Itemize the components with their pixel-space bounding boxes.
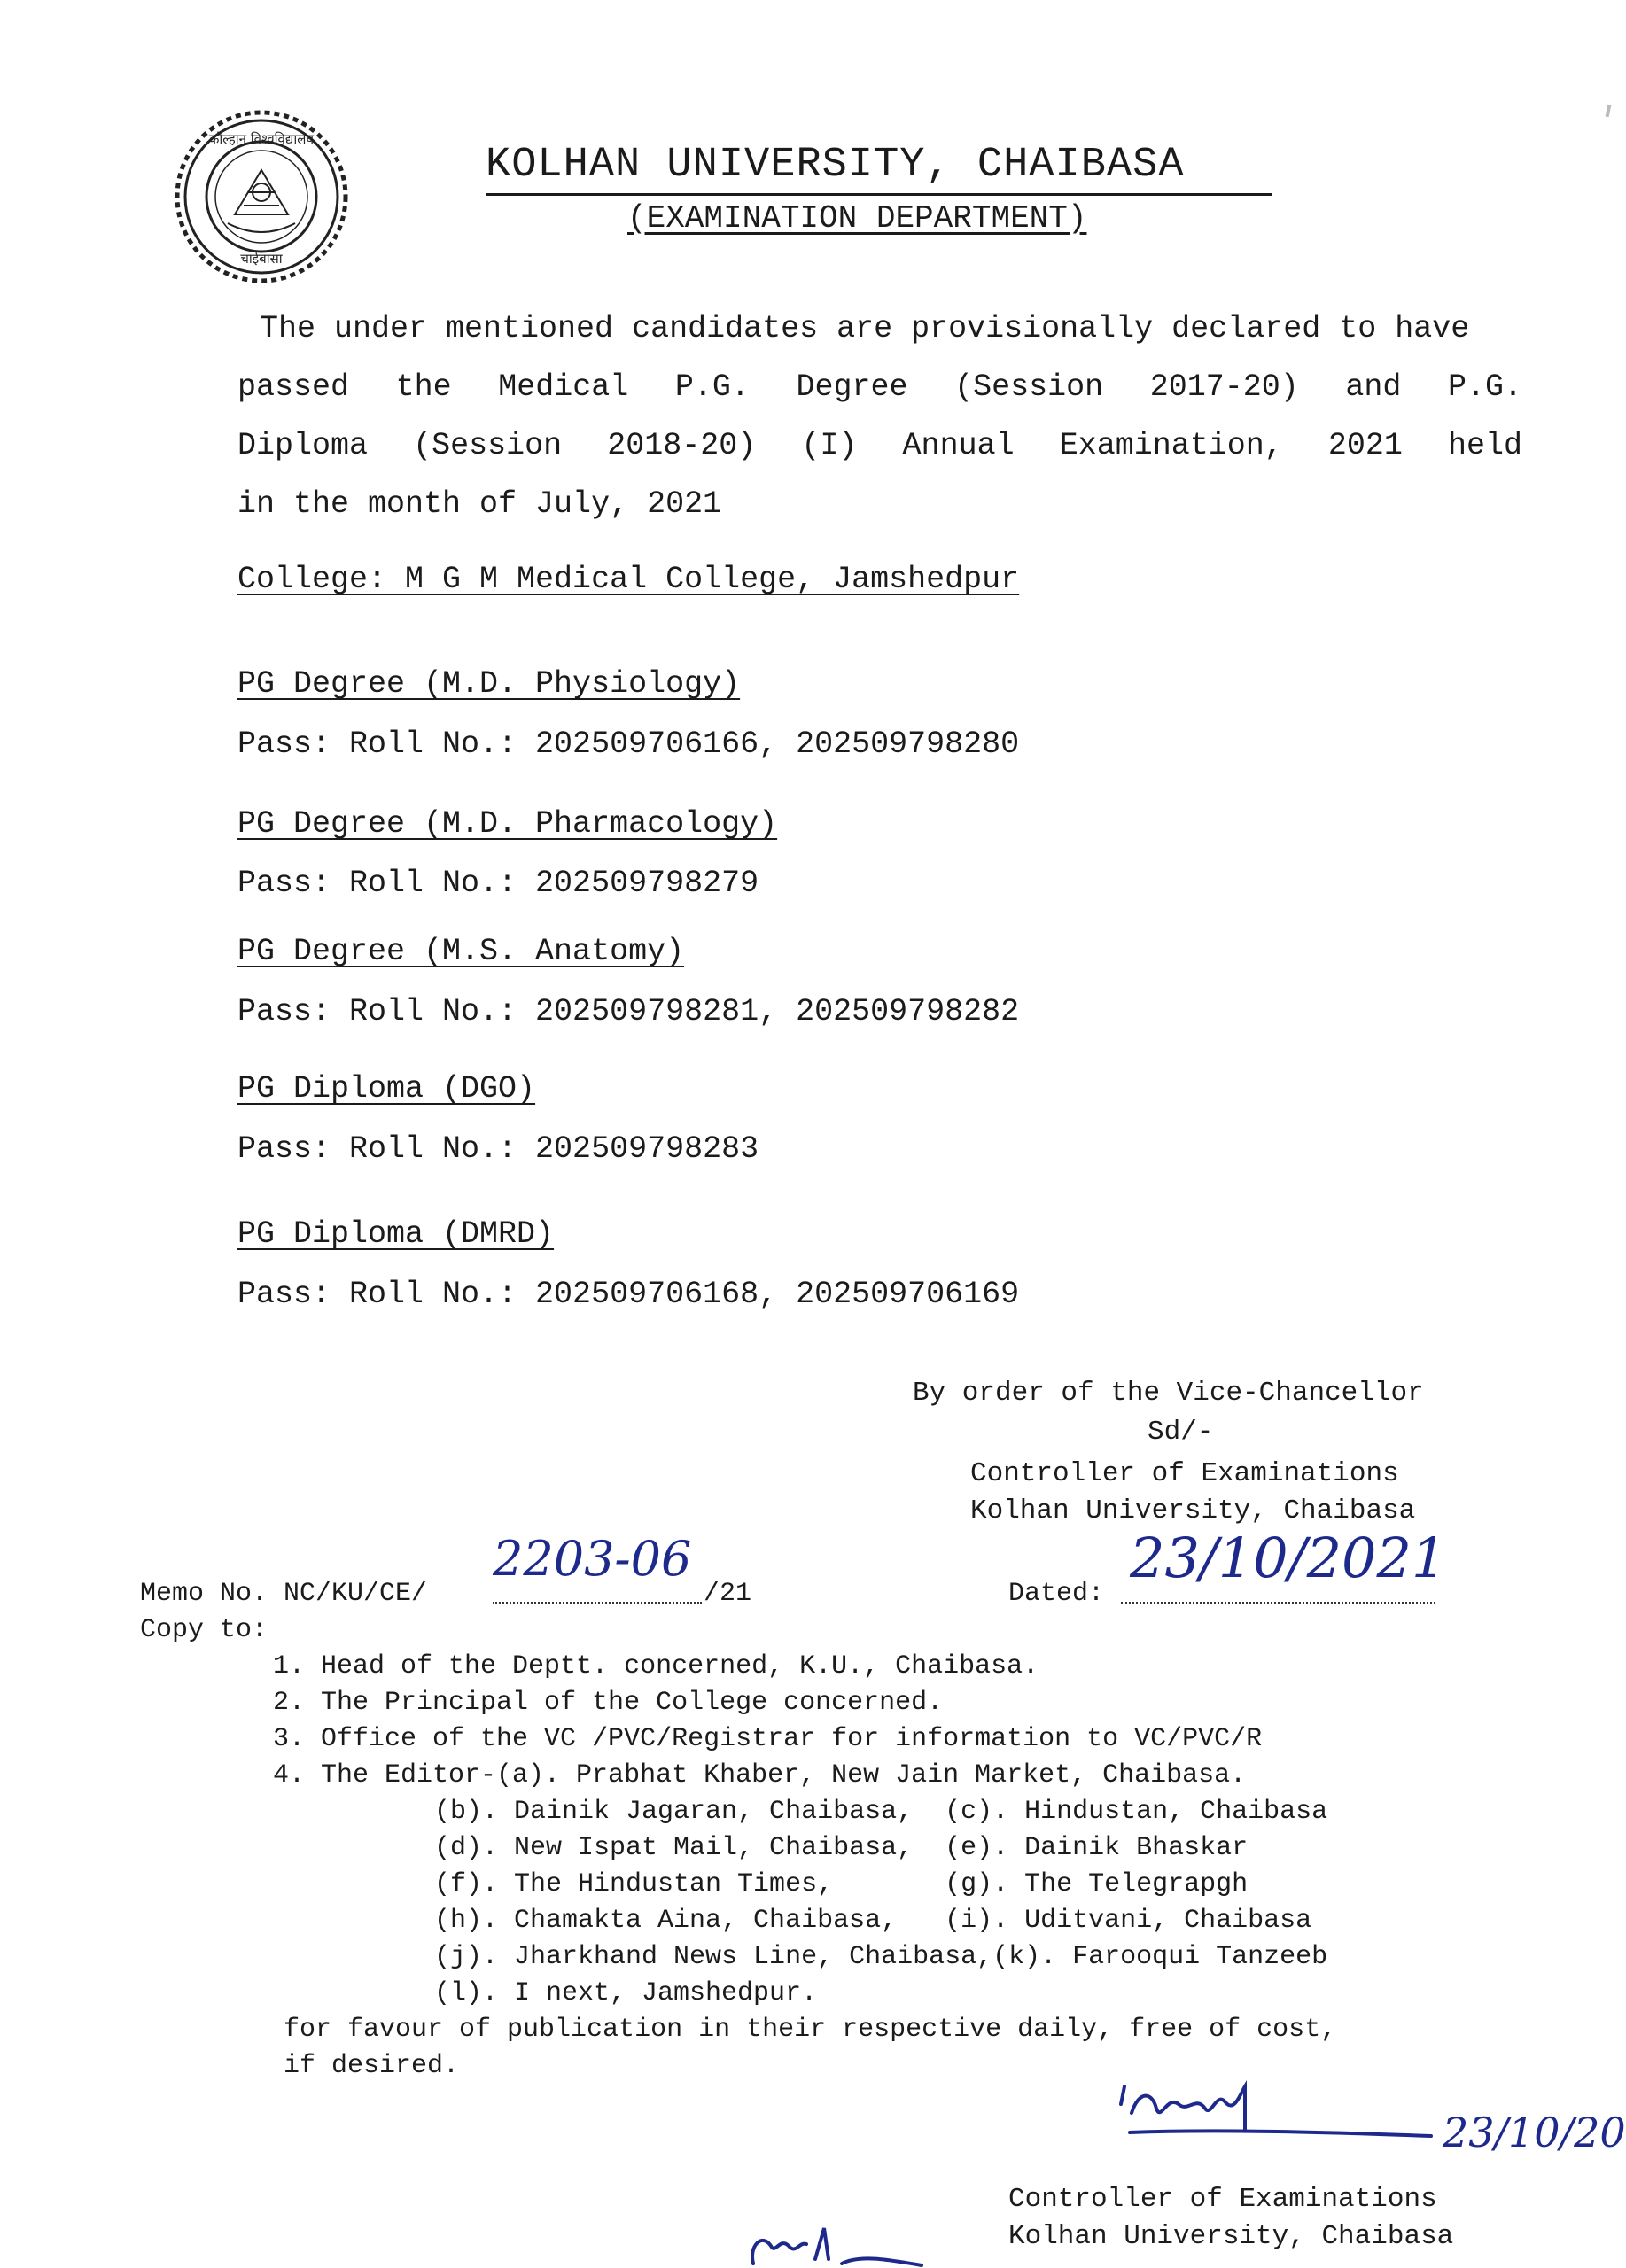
course-heading: PG Diploma (DGO) [237,1071,536,1107]
department-subtitle: (EXAMINATION DEPARTMENT) [627,200,1087,237]
closing-line: if desired. [284,2051,460,2081]
pass-roll-numbers: Pass: Roll No.: 202509798279 [237,866,759,901]
course-heading: PG Degree (M.D. Pharmacology) [237,806,778,842]
editor-entry: (b). Dainik Jagaran, Chaibasa, (c). Hindustan, Chaibasa [434,1797,1328,1827]
university-seal-logo [173,108,350,285]
signature-org: Kolhan University, Chaibasa [1008,2221,1454,2252]
college-name: College: M G M Medical College, Jamshedpur [237,562,1020,597]
dated-label: Dated: [1008,1579,1105,1609]
controller-org: Kolhan University, Chaibasa [970,1495,1416,1526]
pass-roll-numbers: Pass: Roll No.: 202509706168, 202509706169 [237,1277,1020,1312]
intro-paragraph [237,299,1522,533]
editor-entry: (l). I next, Jamshedpur. [434,1978,818,2008]
date-dotted-line [1121,1602,1435,1604]
closing-line: for favour of publication in their respective daily, free of cost, [284,2015,1337,2045]
sd-mark: Sd/- [1148,1417,1214,1448]
title-underline [486,193,1272,196]
svg-text:चाईबासा: चाईबासा [240,251,283,267]
handwritten-signature [1112,2078,1484,2175]
copy-item: 3. Office of the VC /PVC/Registrar for information to VC/PVC/R [273,1724,1263,1754]
pass-roll-numbers: Pass: Roll No.: 202509798281, 202509798282 [237,994,1020,1029]
handwritten-date: 23/10/2021 [1130,1526,1447,1590]
course-heading: PG Diploma (DMRD) [237,1216,555,1252]
svg-text:कोल्हान विश्वविद्यालय: कोल्हान विश्वविद्यालय [208,131,315,147]
intro-line: Diploma (Session 2018-20) (I) Annual Examination, 2021 held [237,428,1522,463]
controller-title: Controller of Examinations [970,1458,1399,1489]
copy-to-label: Copy to: [140,1615,268,1645]
memo-handwritten-number: 2203-06 [493,1531,692,1587]
signature-title: Controller of Examinations [1008,2184,1437,2215]
university-title: KOLHAN UNIVERSITY, CHAIBASA [486,142,1185,189]
memo-prefix: Memo No. NC/KU/CE/ [140,1579,428,1609]
memo-suffix: /21 [704,1579,752,1609]
by-order-line: By order of the Vice-Chancellor [913,1378,1424,1409]
course-heading: PG Degree (M.S. Anatomy) [237,934,685,969]
course-heading: PG Degree (M.D. Physiology) [237,666,741,702]
signature-date: 23/10/20 [1443,2109,1626,2156]
copy-item: 2. The Principal of the College concerned. [273,1688,944,1718]
scan-mark [1606,105,1612,118]
editor-entry: (h). Chamakta Aina, Chaibasa, (i). Uditvani, Chaibasa [434,1906,1312,1936]
pass-roll-numbers: Pass: Roll No.: 202509706166, 202509798280 [237,726,1020,762]
intro-line: The under mentioned candidates are provisionally declared to have [260,311,1470,346]
pass-roll-numbers: Pass: Roll No.: 202509798283 [237,1131,759,1167]
memo-number-dotted-line [493,1602,702,1604]
intro-line: in the month of July, 2021 [237,486,722,522]
initials-mark [744,2219,948,2268]
intro-line: passed the Medical P.G. Degree (Session 2017-20) and P.G. [237,369,1522,405]
editor-entry: (f). The Hindustan Times, (g). The Telegrapgh [434,1869,1249,1899]
editor-entry: (j). Jharkhand News Line, Chaibasa,(k). Farooqui Tanzeeb [434,1942,1328,1972]
copy-item: 4. The Editor-(a). Prabhat Khaber, New Jain Market, Chaibasa. [273,1760,1247,1790]
copy-item: 1. Head of the Deptt. concerned, K.U., Chaibasa. [273,1651,1039,1682]
editor-entry: (d). New Ispat Mail, Chaibasa, (e). Dainik Bhaskar [434,1833,1249,1863]
